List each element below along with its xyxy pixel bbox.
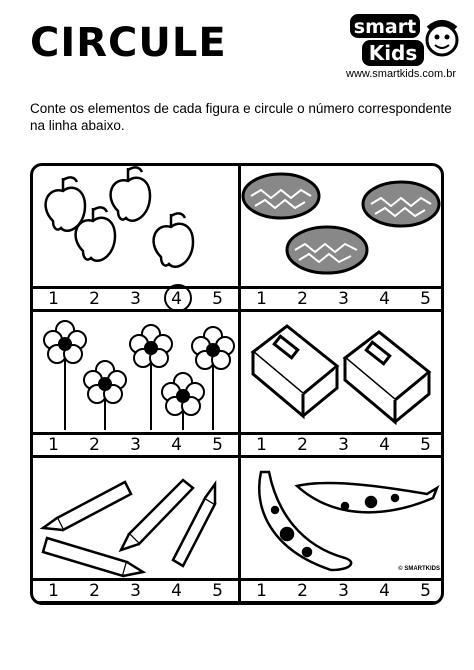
number-option[interactable]: 4 (171, 581, 182, 601)
apple-icon (154, 213, 193, 266)
flower-icon (130, 325, 172, 367)
counting-board (30, 163, 444, 605)
watermelon-icon (363, 182, 439, 226)
number-option[interactable]: 5 (420, 435, 431, 455)
number-option[interactable]: 5 (212, 289, 223, 309)
crayons-illustration (33, 458, 238, 578)
number-row (241, 432, 444, 458)
number-option[interactable]: 2 (89, 581, 100, 601)
apple-icon (111, 167, 150, 220)
flower-icon (84, 361, 126, 403)
number-option[interactable]: 4 (379, 289, 390, 309)
number-option[interactable]: 5 (212, 435, 223, 455)
flowers-illustration (33, 312, 238, 432)
number-option[interactable]: 1 (48, 581, 59, 601)
cell-bananas (241, 458, 444, 604)
number-option[interactable]: 4 (171, 435, 182, 455)
copyright: © SMARTKIDS (398, 566, 440, 572)
watermelon-icon (287, 227, 367, 273)
smartkids-logo (348, 10, 460, 70)
website-url: www.smartkids.com.br (346, 68, 457, 80)
number-option[interactable]: 1 (48, 289, 59, 309)
apples-illustration (33, 166, 238, 286)
number-option[interactable]: 2 (89, 435, 100, 455)
page-title: CIRCULE (30, 20, 227, 66)
grid-divider (238, 166, 241, 605)
number-option[interactable]: 3 (338, 435, 349, 455)
watermelon-icon (243, 174, 319, 218)
banana-icon (297, 483, 437, 512)
number-option[interactable]: 2 (89, 289, 100, 309)
crayon-icon (43, 482, 131, 530)
book-icon (253, 326, 337, 416)
number-option[interactable]: 1 (256, 289, 267, 309)
number-option[interactable]: 5 (420, 289, 431, 309)
number-option[interactable]: 4 (379, 581, 390, 601)
number-option[interactable]: 1 (48, 435, 59, 455)
number-option[interactable]: 1 (256, 581, 267, 601)
svg-text:smart: smart (353, 16, 417, 38)
number-option[interactable]: 2 (297, 289, 308, 309)
watermelons-illustration (241, 166, 444, 286)
book-icon (345, 332, 429, 422)
instructions: Conte os elementos de cada figura e circule o número correspondente na linha abaixo. (30, 101, 452, 133)
number-option[interactable]: 3 (130, 435, 141, 455)
svg-text:Kids: Kids (368, 41, 418, 65)
flower-icon (162, 373, 204, 415)
number-option[interactable]: 3 (130, 581, 141, 601)
number-option[interactable]: 1 (256, 435, 267, 455)
cell-watermelons (241, 166, 444, 312)
number-option[interactable]: 5 (212, 581, 223, 601)
number-row (33, 286, 238, 312)
books-illustration (241, 312, 444, 432)
number-option[interactable]: 3 (338, 289, 349, 309)
number-option[interactable]: 3 (338, 581, 349, 601)
number-option-circled[interactable]: 4 (165, 289, 189, 309)
bananas-illustration (241, 458, 444, 578)
cell-flowers (33, 312, 238, 458)
number-option[interactable]: 5 (420, 581, 431, 601)
flower-icon (192, 327, 234, 369)
number-option[interactable]: 4 (379, 435, 390, 455)
flower-icon (44, 321, 86, 363)
number-option[interactable]: 2 (297, 435, 308, 455)
number-row (241, 578, 444, 604)
number-option[interactable]: 2 (297, 581, 308, 601)
number-option[interactable]: 3 (130, 289, 141, 309)
cell-crayons (33, 458, 238, 604)
cell-apples (33, 166, 238, 312)
number-row (33, 432, 238, 458)
mascot-face-icon (427, 25, 457, 55)
number-row (241, 286, 444, 312)
number-row (33, 578, 238, 604)
cell-books (241, 312, 444, 458)
